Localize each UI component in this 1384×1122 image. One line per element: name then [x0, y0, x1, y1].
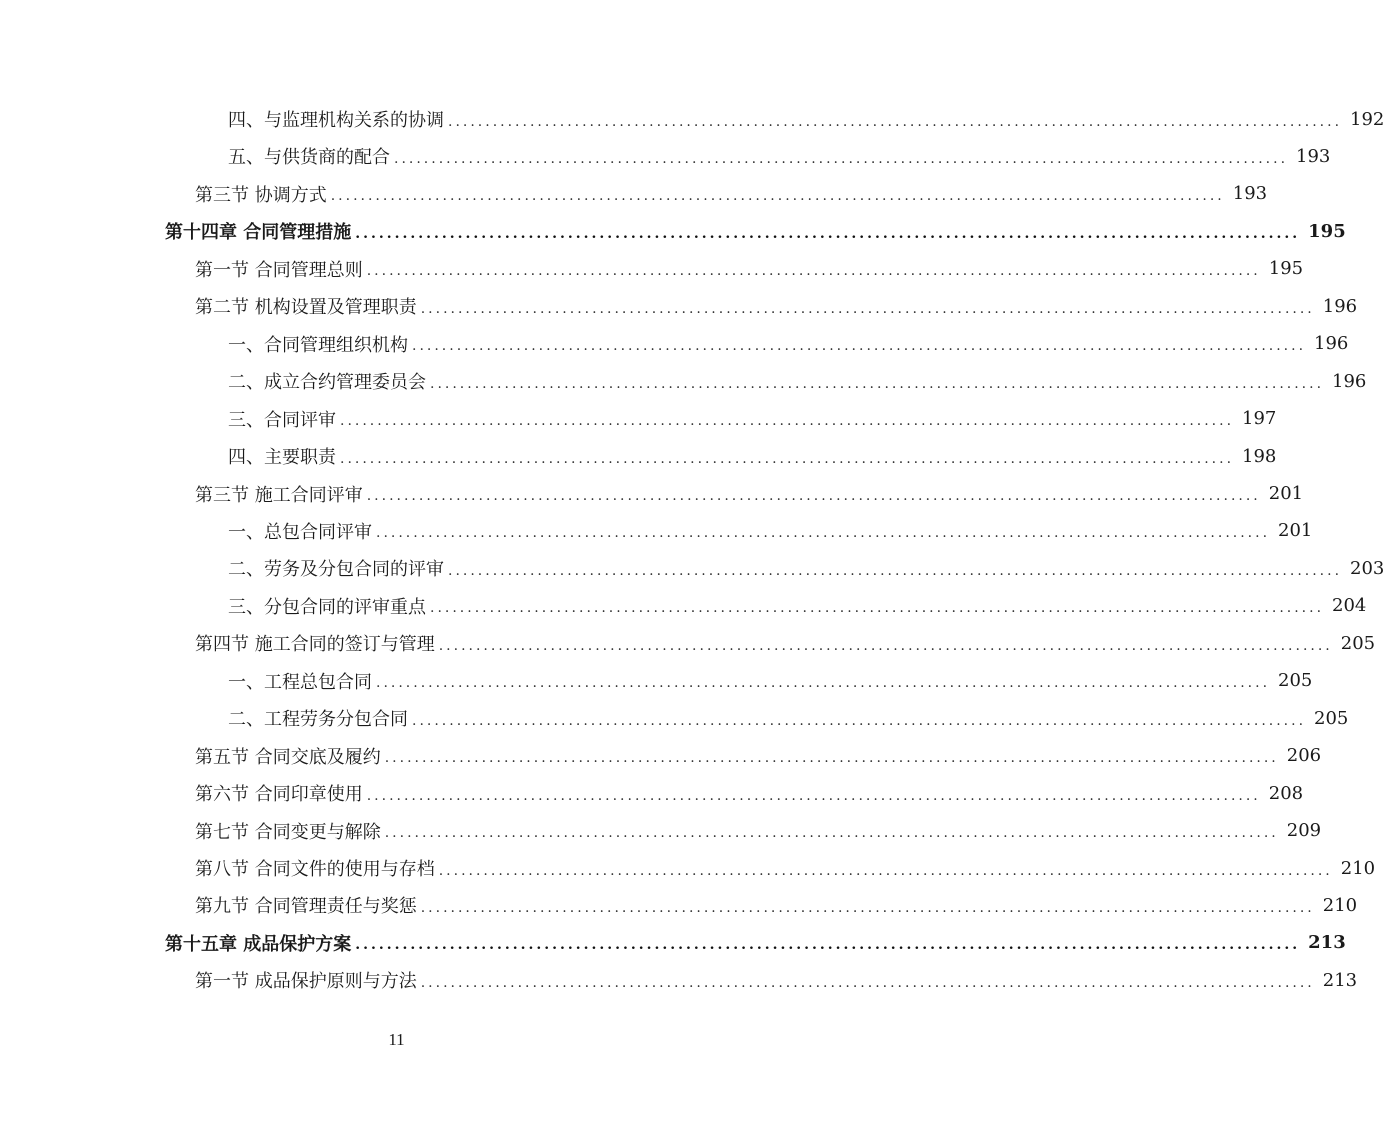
toc-entry-title: 第三节 施工合同评审: [195, 484, 363, 506]
toc-dot-leader: ........................................................................................................................: [366, 263, 1261, 280]
toc-entry-title: 第八节 合同文件的使用与存档: [195, 859, 435, 880]
toc-entry-title: 二、成立合约管理委员会: [228, 372, 426, 394]
toc-subsection-entry[interactable]: [228, 587, 1367, 624]
toc-entry-title: 第五节 合同交底及履约: [195, 746, 381, 768]
toc-section-entry[interactable]: [195, 812, 1322, 849]
toc-entry-page-number: 193: [1296, 145, 1331, 167]
toc-subsection-entry[interactable]: [228, 438, 1277, 475]
toc-entry-title: 一、总包合同评审: [228, 521, 372, 543]
toc-entry-page-number: 213: [1322, 969, 1358, 991]
toc-entry-title: 第十五章 成品保护方案: [165, 933, 352, 955]
toc-dot-leader: ........................................................................................................................: [394, 150, 1289, 167]
toc-dot-leader: ........................................................................................................................: [330, 188, 1225, 205]
toc-entry-title: 第九节 合同管理责任与奖惩: [195, 896, 417, 918]
toc-dot-leader: ........................................................................................................................: [355, 225, 1301, 242]
toc-section-entry[interactable]: [195, 175, 1268, 212]
toc-subsection-entry[interactable]: [228, 700, 1349, 737]
toc-dot-leader: ........................................................................................................................: [355, 937, 1301, 954]
toc-entry-page-number: 210: [1340, 857, 1376, 879]
toc-entry-page-number: 205: [1278, 670, 1313, 692]
toc-entry-title: 四、与监理机构关系的协调: [228, 110, 444, 131]
toc-dot-leader: ........................................................................................................................: [340, 413, 1235, 430]
toc-dot-leader: ........................................................................................................................: [376, 675, 1271, 692]
toc-dot-leader: ........................................................................................................................: [340, 450, 1235, 467]
toc-entry-page-number: 209: [1286, 820, 1322, 842]
toc-entry-page-number: 205: [1340, 632, 1376, 654]
toc-dot-leader: ........................................................................................................................: [412, 712, 1307, 729]
toc-dot-leader: ........................................................................................................................: [420, 974, 1315, 991]
toc-entry-title: 第六节 合同印章使用: [195, 784, 363, 806]
toc-dot-leader: ........................................................................................................................: [384, 750, 1279, 767]
toc-subsection-entry[interactable]: [228, 363, 1367, 400]
toc-entry-title: 第一节 合同管理总则: [195, 259, 363, 281]
toc-entry-page-number: 201: [1278, 520, 1313, 542]
toc-entry-page-number: 198: [1242, 445, 1277, 467]
toc-subsection-entry[interactable]: [228, 325, 1349, 362]
toc-entry-title: 一、合同管理组织机构: [228, 334, 408, 356]
toc-chapter-entry[interactable]: [165, 213, 1346, 250]
toc-entry-page-number: 192: [1350, 108, 1384, 130]
toc-section-entry[interactable]: [195, 250, 1304, 287]
toc-dot-leader: ........................................................................................................................: [448, 113, 1343, 130]
toc-entry-title: 三、合同评审: [228, 409, 336, 431]
toc-entry-title: 第一节 成品保护原则与方法: [195, 971, 417, 993]
toc-subsection-entry[interactable]: [228, 662, 1313, 699]
toc-section-entry[interactable]: [195, 737, 1322, 774]
toc-entry-page-number: 203: [1350, 557, 1384, 579]
toc-subsection-entry[interactable]: [228, 138, 1331, 175]
toc-dot-leader: ........................................................................................................................: [376, 525, 1271, 542]
toc-dot-leader: ........................................................................................................................: [420, 899, 1315, 916]
toc-entry-page-number: 205: [1314, 707, 1349, 729]
toc-dot-leader: ........................................................................................................................: [412, 338, 1307, 355]
toc-section-entry[interactable]: [195, 475, 1304, 512]
toc-entry-title: 三、分包合同的评审重点: [228, 596, 426, 618]
toc-dot-leader: ........................................................................................................................: [384, 825, 1279, 842]
toc-entry-title: 第三节 协调方式: [195, 184, 327, 206]
toc-entry-page-number: 195: [1308, 220, 1346, 242]
toc-dot-leader: ........................................................................................................................: [430, 375, 1325, 392]
toc-entry-title: 五、与供货商的配合: [228, 147, 390, 169]
toc-chapter-entry[interactable]: [165, 924, 1346, 961]
toc-section-entry[interactable]: [195, 962, 1358, 999]
page-number: 11: [388, 1030, 405, 1049]
toc-entry-title: 二、劳务及分包合同的评审: [228, 559, 444, 581]
toc-entry-title: 四、主要职责: [228, 447, 336, 469]
toc-subsection-entry[interactable]: [228, 512, 1313, 549]
toc-section-entry[interactable]: [195, 775, 1304, 812]
toc-entry-title: 二、工程劳务分包合同: [228, 709, 408, 731]
toc-entry-page-number: 196: [1322, 295, 1358, 317]
toc-dot-leader: ........................................................................................................................: [438, 862, 1333, 879]
toc-entry-title: 第十四章 合同管理措施: [165, 222, 352, 244]
toc-subsection-entry[interactable]: [228, 101, 1384, 138]
toc-dot-leader: ........................................................................................................................: [420, 300, 1315, 317]
toc-dot-leader: ........................................................................................................................: [366, 787, 1261, 804]
toc-dot-leader: ........................................................................................................................: [430, 600, 1325, 617]
toc-entry-page-number: 213: [1308, 932, 1346, 954]
toc-section-entry[interactable]: [195, 887, 1358, 924]
toc-entry-page-number: 206: [1286, 745, 1322, 767]
toc-entry-page-number: 210: [1322, 894, 1358, 916]
toc-entry-title: 第四节 施工合同的签订与管理: [195, 634, 435, 656]
toc-entry-title: 第七节 合同变更与解除: [195, 821, 381, 843]
toc-entry-page-number: 201: [1268, 483, 1304, 504]
toc-entry-page-number: 193: [1232, 183, 1268, 205]
toc-section-entry[interactable]: [195, 625, 1376, 662]
toc-subsection-entry[interactable]: [228, 550, 1384, 587]
toc-subsection-entry[interactable]: [228, 400, 1277, 437]
toc-entry-page-number: 195: [1268, 258, 1304, 280]
toc-entry-page-number: 196: [1314, 333, 1349, 355]
toc-entry-page-number: 197: [1242, 408, 1277, 430]
toc-entry-page-number: 196: [1332, 370, 1367, 392]
toc-entry-title: 第二节 机构设置及管理职责: [195, 297, 417, 319]
toc-section-entry[interactable]: [195, 850, 1376, 887]
toc-dot-leader: ........................................................................................................................: [438, 637, 1333, 654]
toc-dot-leader: ........................................................................................................................: [366, 488, 1261, 504]
toc-dot-leader: ........................................................................................................................: [448, 562, 1343, 579]
toc-entry-page-number: 208: [1268, 782, 1304, 804]
toc-entry-page-number: 204: [1332, 595, 1367, 617]
toc-section-entry[interactable]: [195, 288, 1358, 325]
toc-entry-title: 一、工程总包合同: [228, 671, 372, 693]
